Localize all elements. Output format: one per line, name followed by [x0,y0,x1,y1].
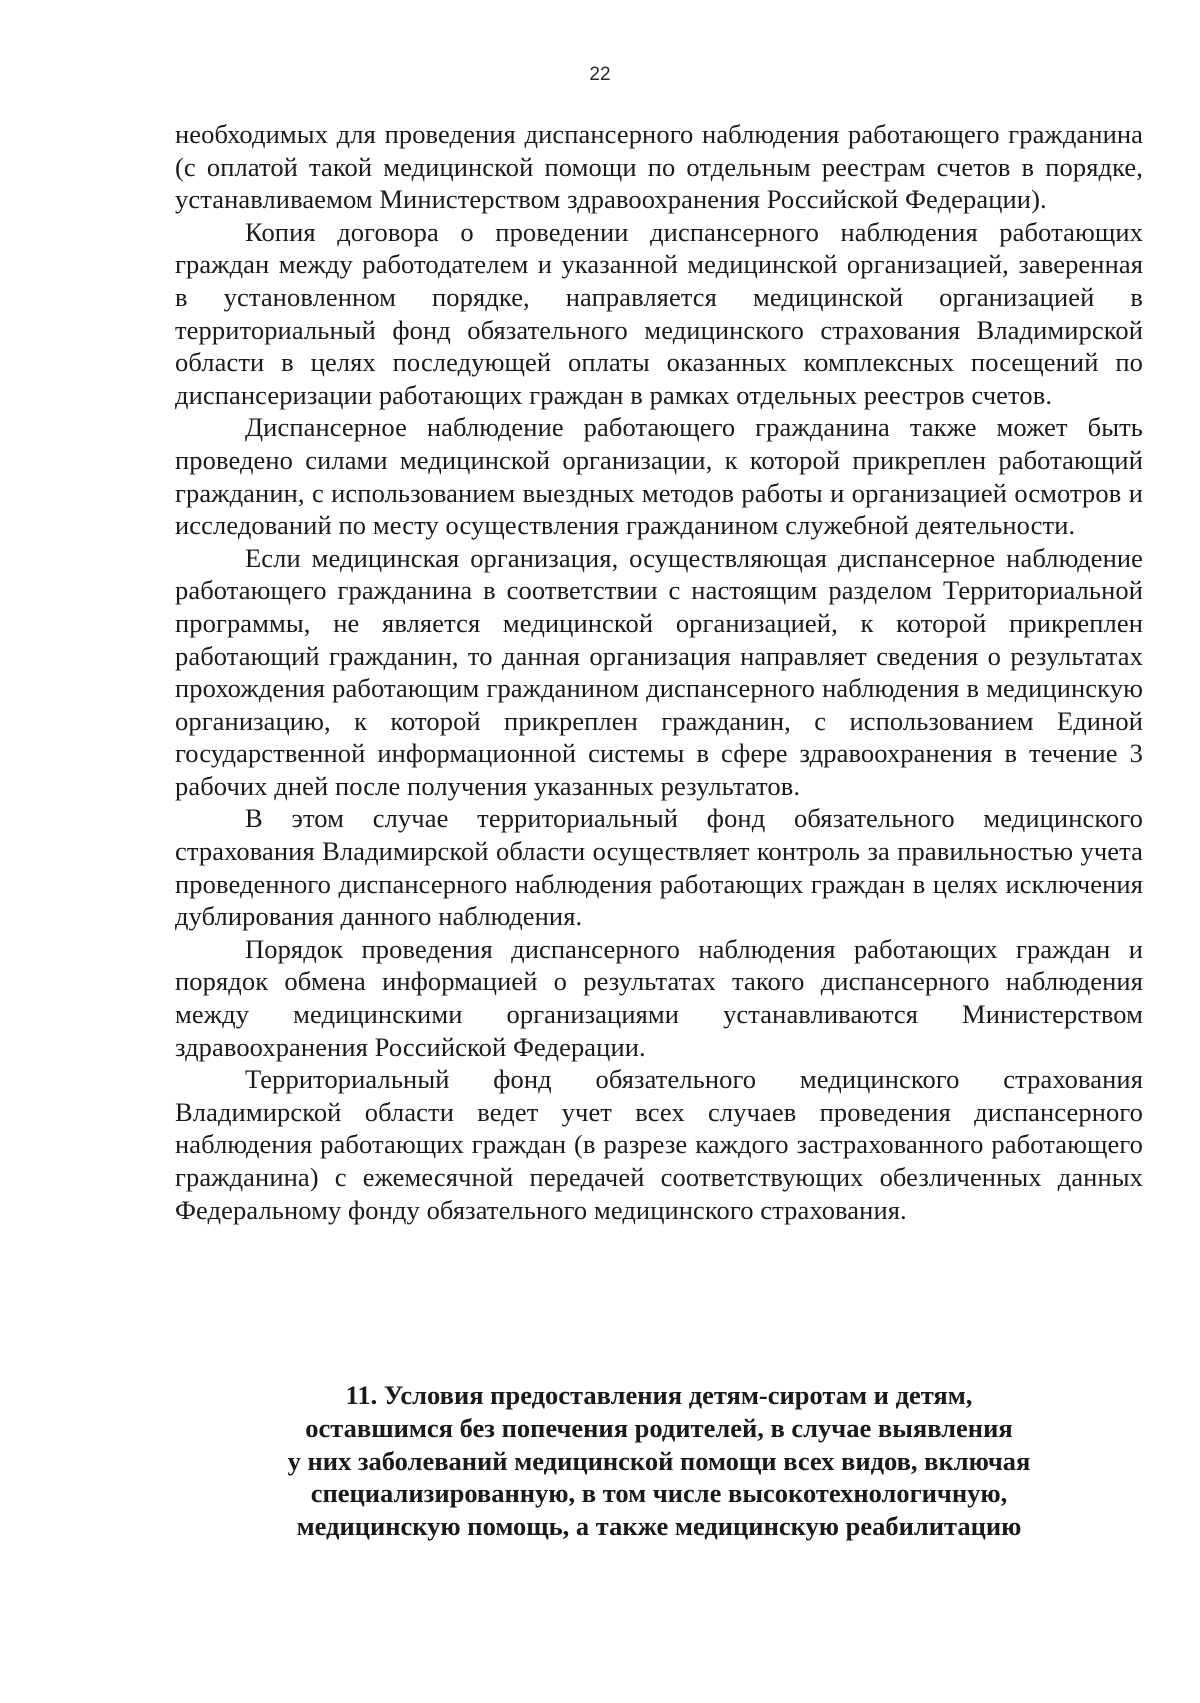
paragraph-accounting: Территориальный фонд обязательного медицинского страхования Владимирской области ведет учет всех случаев проведения диспансерного наблюдения работающих граждан (в разрезе каждого застрахованного работающего гражданина) с ежемесячной передачей соответствующих обезличенных данных Федеральному фонду обязательного медицинского страхования. [175,1064,1143,1225]
section-heading-line: у них заболеваний медицинской помощи всех видов, включая [287,1445,1031,1476]
paragraph-field-observation: Диспансерное наблюдение работающего гражданина также может быть проведено силами медицинской организации, к которой прикреплен работающий гражданин, с использованием выездных методов работы и организацией осмотров и исследований по месту осуществления гражданином служебной деятельности. [175,412,1143,541]
section-heading-line: оставшимся без попечения родителей, в случае выявления [305,1412,1013,1443]
body-text [175,118,1143,1226]
section-heading-line: 11. Условия предоставления детям-сиротам и детям, [345,1380,973,1410]
paragraph-contract-copy: Копия договора о проведении диспансерного наблюдения работающих граждан между работодателем и указанной медицинской организацией, заверенная в установленном порядке, направляется медицинской организацией в территориальный фонд обязательного медицинского страхования Владимирской области в целях последующей оплаты оказанных комплексных посещений по диспансеризации работающих граждан в рамках отдельных реестров счетов. [175,216,1143,410]
paragraph-procedure: Порядок проведения диспансерного наблюдения работающих граждан и порядок обмена информацией о результатах такого диспансерного наблюдения между медицинскими организациями устанавливаются Министерством здравоохранения Российской Федерации. [175,933,1143,1062]
page-number: 22 [589,64,611,85]
section-heading [175,1379,1143,1543]
section-heading-line: специализированную, в том числе высокотехнологичную, [310,1478,1008,1509]
paragraph-control: В этом случае территориальный фонд обязательного медицинского страхования Владимирской области осуществляет контроль за правильностью учета проведенного диспансерного наблюдения работающих граждан в целях исключения дублирования данного наблюдения. [175,803,1143,932]
paragraph-information-transfer: Если медицинская организация, осуществляющая диспансерное наблюдение работающего гражданина в соответствии с настоящим разделом Территориальной программы, не является медицинской организацией, к которой прикреплен работающий гражданин, то данная организация направляет сведения о результатах прохождения работающим гражданином диспансерного наблюдения в медицинскую организацию, к которой прикреплен гражданин, с использованием Единой государственной информационной системы в сфере здравоохранения в течение 3 рабочих дней после получения указанных результатов. [175,542,1143,801]
paragraph-continuation: необходимых для проведения диспансерного наблюдения работающего гражданина (с оплатой такой медицинской помощи по отдельным реестрам счетов в порядке, устанавливаемом Министерством здравоохранения Российской Федерации). [175,119,1143,215]
section-heading-line: медицинскую помощь, а также медицинскую реабилитацию [296,1511,1022,1542]
